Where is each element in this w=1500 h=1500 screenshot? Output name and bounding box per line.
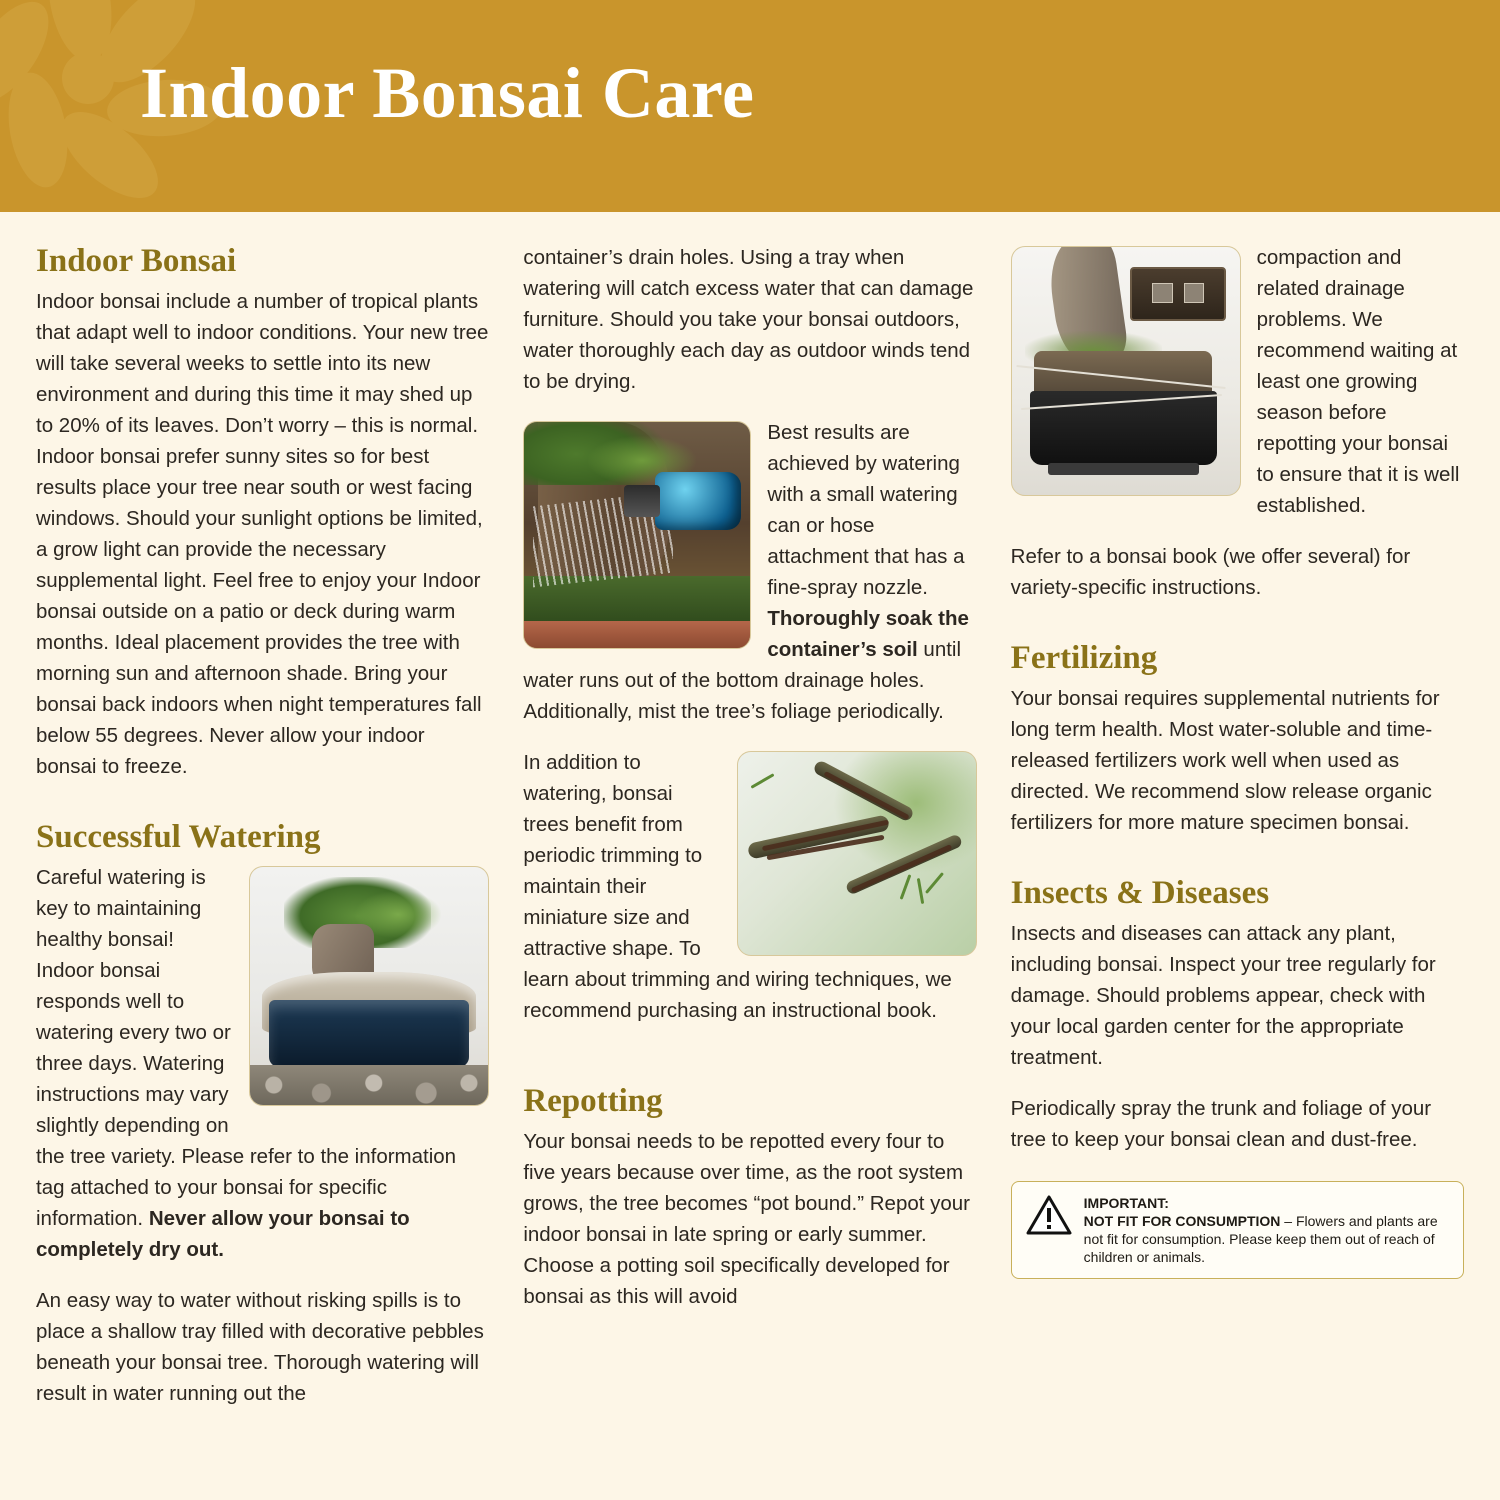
paragraph-watering-1-text: Careful watering is key to maintaining healthy bonsai! Indoor bonsai responds well to watering every two or three days. Watering instructions may vary slightly depending on the tree variety. Please refer to the information tag attached to your bonsai for specific information. xyxy=(36,866,457,1230)
paragraph-fertilizing: Your bonsai requires supplemental nutrients for long term health. Most water-soluble and time-released fertilizers work well when used as directed. We recommend slow release organic fertilizers for more mature specimen bonsai. xyxy=(1010,687,1440,834)
column-right xyxy=(1011,242,1464,1429)
paragraph-best-results-bold: Thoroughly soak the container’s soil xyxy=(767,607,969,661)
heading-fertilizing: Fertilizing xyxy=(1010,640,1158,676)
heading-successful-watering: Successful Watering xyxy=(36,819,321,855)
important-notice-box xyxy=(1011,1181,1464,1279)
important-bold-text: NOT FIT FOR CONSUMPTION xyxy=(1083,1213,1281,1229)
heading-insects-diseases: Insects & Diseases xyxy=(1010,875,1270,911)
important-body-text: – Flowers and plants are not fit for consumption. Please keep them out of reach of children or animals. xyxy=(1083,1213,1438,1265)
paragraph-trimming: In addition to watering, bonsai trees benefit from periodic trimming to maintain their miniature size and attractive shape. To learn about trimming and wiring techniques, we recommend purchasing an instructional book. xyxy=(523,751,952,1022)
paragraph-insects-1: Insects and diseases can attack any plant, including bonsai. Inspect your tree regularly for damage. Should problems appear, check with your local garden center for the appropriate treatment. xyxy=(1010,922,1436,1069)
column-middle xyxy=(523,242,976,1429)
heading-indoor-bonsai: Indoor Bonsai xyxy=(36,243,237,279)
warning-triangle-icon xyxy=(1026,1194,1072,1236)
important-notice-text xyxy=(1084,1194,1449,1266)
paragraph-watering-2: An easy way to water without risking spills is to place a shallow tray filled with decorative pebbles beneath your bonsai tree. Thorough watering will result in water running out the xyxy=(36,1289,484,1405)
document-body xyxy=(0,212,1500,1429)
paragraph-best-results-tail: until water runs out of the bottom drainage holes. Additionally, mist the tree’s foliage periodically. xyxy=(523,638,962,723)
page-header xyxy=(0,0,1500,212)
paragraph-insects-2: Periodically spray the trunk and foliage of your tree to keep your bonsai clean and dust-free. xyxy=(1010,1097,1432,1151)
heading-repotting: Repotting xyxy=(523,1083,663,1119)
paragraph-indoor-bonsai: Indoor bonsai include a number of tropical plants that adapt well to indoor conditions. Your new tree will take several weeks to settle into its new environment and during this time it may shed up to 20% of its leaves. Don’t worry – this is normal. Indoor bonsai prefer sunny sites so for best results place your tree near south or west facing windows. Should your sunlight options be limited, a grow light can provide the necessary supplemental light. Feel free to enjoy your Indoor bonsai outside on a patio or deck during warm months. Ideal placement provides the tree with morning sun and afternoon shade. Bring your bonsai back indoors when night temperatures fall below 55 degrees. Never allow your indoor bonsai to freeze. xyxy=(36,290,489,778)
column-left xyxy=(36,242,489,1429)
paragraph-watering-1-bold: Never allow your bonsai to completely dry out. xyxy=(36,1207,410,1261)
paragraph-best-results-text: Best results are achieved by watering with a small watering can or hose attachment that has a fine-spray nozzle. xyxy=(767,421,965,599)
important-label: IMPORTANT: xyxy=(1083,1195,1169,1211)
page-title: Indoor Bonsai Care xyxy=(140,53,755,133)
image-wired-branches xyxy=(737,751,977,956)
paragraph-repotting: Your bonsai needs to be repotted every four to five years because over time, as the root system grows, the tree becomes “pot bound.” Repot your indoor bonsai in late spring or early summer. Choose a potting soil specifically developed for bonsai as this will avoid xyxy=(523,1130,971,1308)
image-repotting-container xyxy=(1011,246,1241,496)
image-bonsai-in-blue-pot xyxy=(249,866,489,1106)
paragraph-drain-holes: container’s drain holes. Using a tray when watering will catch excess water that can damage furniture. Should you take your bonsai outdoors, water thoroughly each day as outdoor winds tend to be drying. xyxy=(523,246,974,393)
paragraph-refer-book: Refer to a bonsai book (we offer several) for variety-specific instructions. xyxy=(1010,545,1411,599)
image-watering-can-spray xyxy=(523,421,751,649)
paragraph-compaction: compaction and related drainage problems. We recommend waiting at least one growing season before repotting your bonsai to ensure that it is well established. xyxy=(1256,246,1460,517)
